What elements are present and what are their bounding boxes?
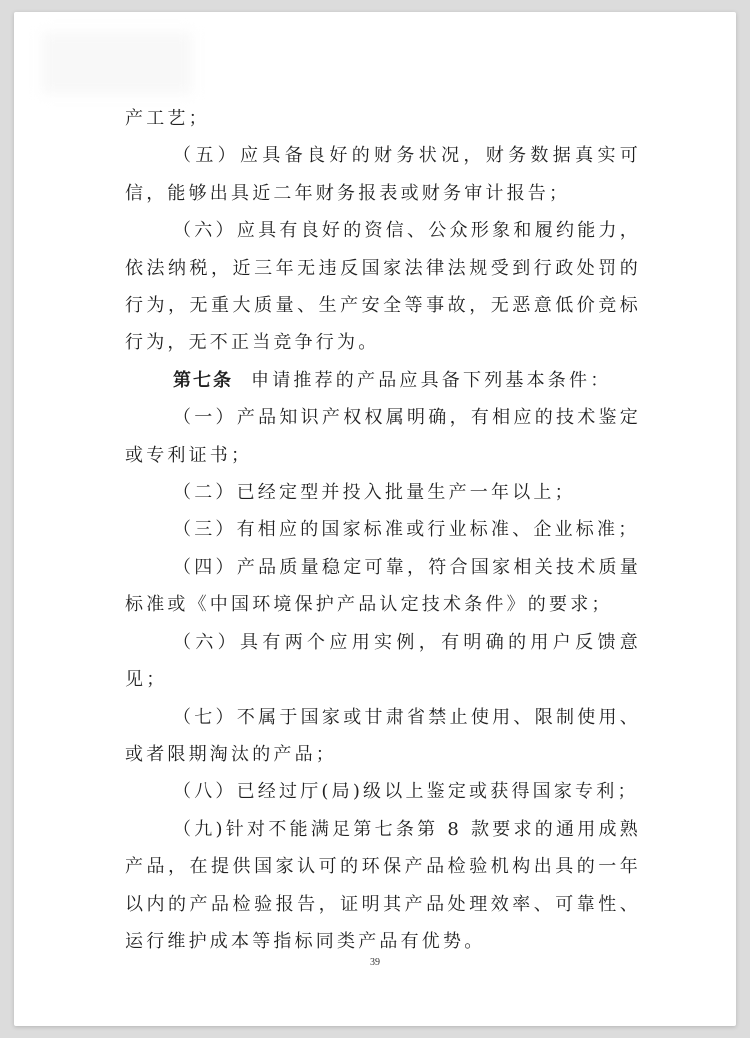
condition-item: （三）有相应的国家标准或行业标准、企业标准； <box>173 519 640 541</box>
condition-item: （九)针对不能满足第七条第 8 款要求的通用成熟产品，在提供国家认可的环保产品检验机构出具的一年以内的产品检验报告，证明其产品处理效率、可靠性、运行维护成本等指标同类产品有优势。 <box>125 818 641 952</box>
paragraph-credit-condition: （六）应具有良好的资信、公众形象和履约能力，依法纳税，近三年无违反国家法律法规受到行政处罚的行为，无重大质量、生产安全等事故，无恶意低价竞标行为，无不正当竞争行为。 <box>125 220 641 354</box>
condition-item: （七）不属于国家或甘肃省禁止使用、限制使用、或者限期淘汰的产品； <box>125 706 641 765</box>
document-body <box>125 100 641 960</box>
scan-smudge <box>42 32 192 94</box>
page-number: 39 <box>370 957 380 968</box>
paragraph-continuation: 产工艺； <box>125 108 210 129</box>
paragraph-financial-condition: （五）应具备良好的财务状况，财务数据真实可信，能够出具近二年财务报表或财务审计报告； <box>125 145 641 204</box>
condition-item: （八）已经过厅(局)级以上鉴定或获得国家专利； <box>173 781 639 803</box>
condition-item: （四）产品质量稳定可靠，符合国家相关技术质量标准或《中国环境保护产品认定技术条件》的要求； <box>125 556 641 616</box>
document-page <box>14 12 736 1026</box>
condition-item: （一）产品知识产权权属明确，有相应的技术鉴定或专利证书； <box>125 407 641 466</box>
article-heading: 第七条 <box>173 369 233 391</box>
article-intro: 申请推荐的产品应具备下列基本条件： <box>251 369 612 391</box>
condition-item: （二）已经定型并投入批量生产一年以上； <box>173 482 576 504</box>
condition-item: （六）具有两个应用实例，有明确的用户反馈意见； <box>125 631 641 691</box>
article-seven <box>125 362 641 399</box>
